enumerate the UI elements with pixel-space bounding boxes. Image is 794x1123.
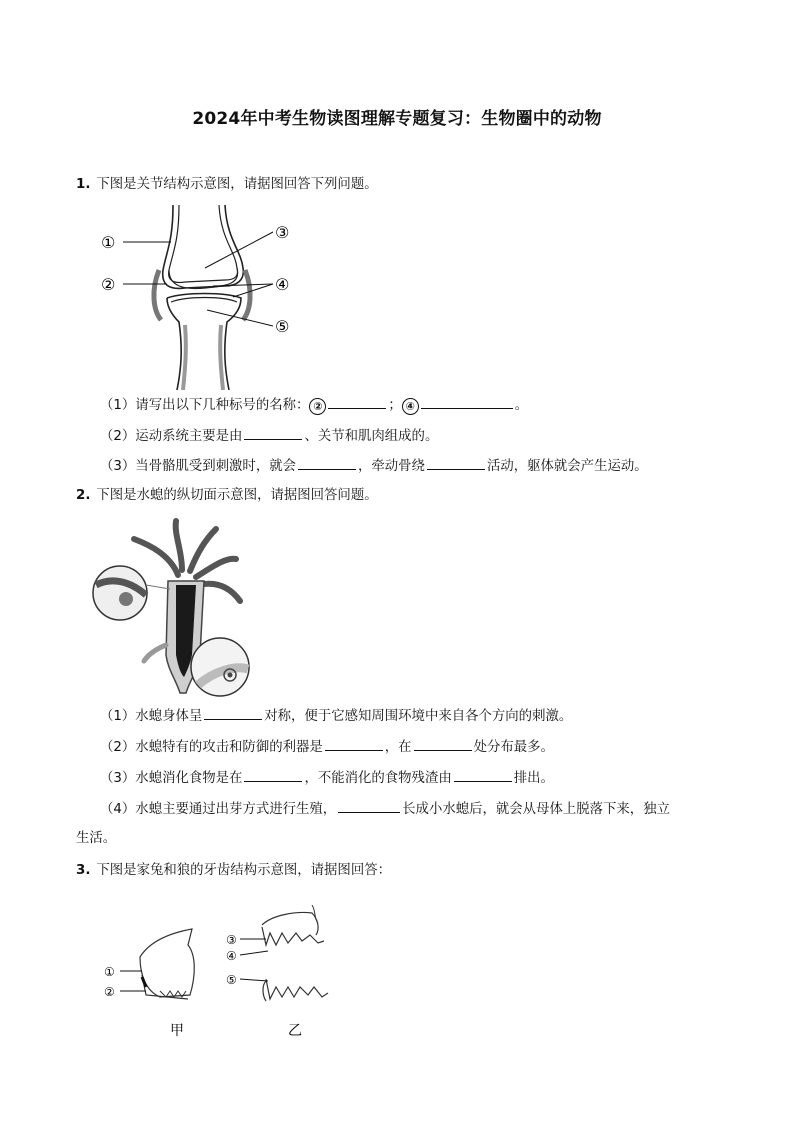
- caption-jia: 甲: [170, 1023, 184, 1039]
- q2-sub1: （1）水螅身体呈 对称，便于它感知周围环境中来自各个方向的刺激。: [100, 705, 572, 727]
- q1-sub3: （3）当骨骼肌受到刺激时，就会 ，牵动骨绕 活动，躯体就会产生运动。: [100, 455, 648, 477]
- joint-label-5: ⑤: [275, 317, 290, 336]
- hydra-diagram: [90, 515, 260, 700]
- answer-blank[interactable]: [325, 736, 383, 751]
- teeth-label-1: ①: [104, 965, 115, 979]
- question-text: 下图是家兔和狼的牙齿结构示意图，请据图回答：: [96, 863, 391, 878]
- teeth-label-3: ③: [226, 933, 237, 947]
- joint-label-1: ①: [101, 233, 116, 252]
- answer-blank[interactable]: [244, 425, 302, 440]
- q2-sub4: （4）水螅主要通过出芽方式进行生殖， 长成小水螅后，就会从母体上脱落下来，独立: [100, 798, 670, 820]
- joint-diagram: [95, 200, 315, 390]
- q2-sub4-cont: 生活。: [76, 831, 117, 846]
- question-text: 下图是关节结构示意图，请据图回答下列问题。: [96, 177, 378, 192]
- answer-blank[interactable]: [421, 394, 513, 409]
- answer-blank[interactable]: [454, 767, 512, 782]
- teeth-label-4: ④: [226, 949, 237, 963]
- q1-sub2: （2）运动系统主要是由 、关节和肌肉组成的。: [100, 425, 438, 447]
- question-1-prompt: [76, 175, 378, 195]
- question-3-prompt: [76, 861, 391, 881]
- joint-label-3: ③: [275, 223, 290, 242]
- answer-blank[interactable]: [244, 767, 302, 782]
- answer-blank[interactable]: [427, 455, 485, 470]
- answer-blank[interactable]: [298, 455, 356, 470]
- answer-blank[interactable]: [338, 798, 400, 813]
- q1-sub1: （1）请写出以下几种标号的名称： ② ； ④ 。: [100, 394, 528, 416]
- teeth-label-2: ②: [104, 985, 115, 999]
- answer-blank[interactable]: [328, 394, 386, 409]
- page-title: 2024年中考生物读图理解专题复习：生物圈中的动物: [192, 109, 602, 129]
- question-number: 2.: [76, 488, 91, 503]
- caption-yi: 乙: [288, 1023, 302, 1039]
- teeth-label-5: ⑤: [226, 973, 237, 987]
- joint-label-4: ④: [275, 275, 290, 294]
- question-number: 1.: [76, 177, 91, 192]
- answer-blank[interactable]: [414, 736, 472, 751]
- q2-sub3: （3）水螅消化食物是在 ，不能消化的食物残渣由 排出。: [100, 767, 554, 789]
- joint-label-2: ②: [101, 275, 116, 294]
- q2-sub2: （2）水螅特有的攻击和防御的利器是 ，在 处分布最多。: [100, 736, 554, 758]
- question-2-prompt: [76, 486, 378, 506]
- marker-2: ②: [309, 398, 326, 415]
- teeth-diagram: [100, 905, 340, 1045]
- question-text: 下图是水螅的纵切面示意图，请据图回答问题。: [96, 488, 378, 503]
- question-number: 3.: [76, 863, 91, 878]
- answer-blank[interactable]: [204, 705, 262, 720]
- marker-4: ④: [402, 398, 419, 415]
